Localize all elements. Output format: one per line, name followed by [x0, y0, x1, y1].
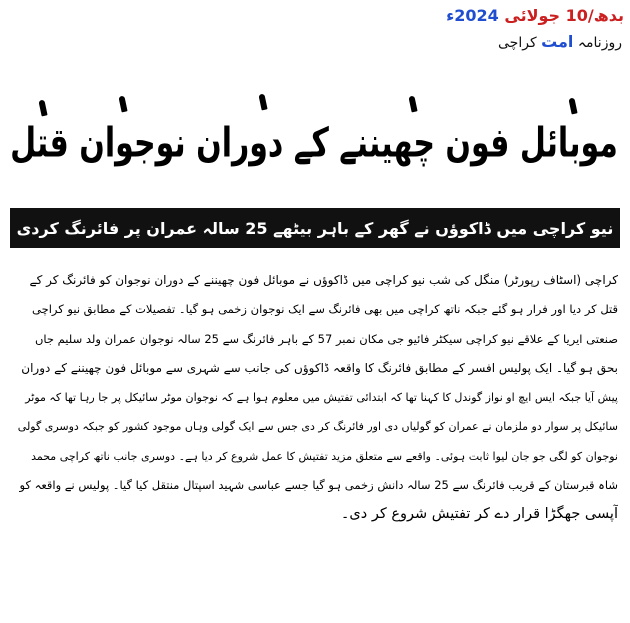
body-line: بحق ہو گیا۔ ایک پولیس افسر کے مطابق فائرنگ کا واقعہ ڈاکوؤں کی جانب سے شہری سے موبائل فون چھیننے کے دوران [21, 360, 618, 375]
dateline-separator: / [587, 6, 594, 25]
body-line: قتل کر دیا اور فرار ہو گئے جبکہ ناتھ کراچی میں بھی فائرنگ سے ایک نوجوان زخمی ہو گیا۔ تفصیلات کے مطابق نیو کراچی [32, 302, 618, 317]
body-line: آپسی جھگڑا قرار دے کر تفتیش شروع کر دی۔ [340, 506, 618, 523]
ornament-mark [118, 96, 127, 113]
dateline-day: بدھ [593, 6, 624, 25]
body-line: شاہ قبرستان کے قریب فائرنگ سے 25 سالہ دانش زخمی ہو گیا جسے عباسی شہید اسپتال منتقل کیا گیا۔ پولیس نے واقعہ کو [19, 478, 618, 493]
headline-box [10, 92, 618, 194]
ornament-mark [258, 94, 267, 111]
headline: موبائل فون چھیننے کے دوران نوجوان قتل [10, 119, 618, 167]
body-line: سائیکل پر سوار دو ملزمان نے عمران کو گولیاں دی اور فائرنگ کر دی جس سے ایک گولی وہاں موجود کشور کو جبکہ دوسری گولی [17, 420, 618, 434]
article-body [12, 266, 618, 618]
dateline-day-number: 10 [565, 6, 588, 25]
dateline [446, 6, 624, 25]
source-prefix: روزنامہ [577, 35, 622, 51]
ornament-mark [38, 100, 47, 117]
subhead: نیو کراچی میں ڈاکوؤں نے گھر کے باہر بیٹھے 25 سالہ عمران پر فائرنگ کردی [16, 218, 614, 238]
source-city: کراچی [498, 35, 537, 51]
ornament-mark [568, 98, 577, 115]
newspaper-source [498, 32, 622, 51]
body-line: نوجوان کو لگی جو جان لیوا ثابت ہوئی۔ واقعے سے متعلق مزید تفتیش کا عمل شروع کر دیا ہے۔ دوسری جانب ناتھ کراچی محمد [31, 449, 618, 463]
ornament-mark [408, 96, 417, 113]
dateline-month: جولائی [504, 6, 561, 25]
body-line: پیش آیا جبکہ ایس ایچ او نواز گوندل کا کہنا تھا کہ ابتدائی تفتیش میں معلوم ہوا ہے کہ نوجوان موٹر سائیکل پر جا رہا تھا کہ موٹر [25, 391, 618, 405]
source-brand: امت [541, 32, 574, 51]
dateline-year: 2024ء [446, 6, 499, 25]
subhead-bar [10, 208, 620, 248]
body-line: کراچی (اسٹاف رپورٹر) منگل کی شب نیو کراچی میں ڈاکوؤں نے موبائل فون چھیننے کے دوران نوجوان کو فائرنگ کر کے [29, 273, 618, 287]
body-line: صنعتی ایریا کے علاقے نیو کراچی سیکٹر فائیو جی مکان نمبر 57 کے باہر فائرنگ سے 25 سالہ نوجوان عمران ولد سلیم جاں [34, 331, 618, 346]
